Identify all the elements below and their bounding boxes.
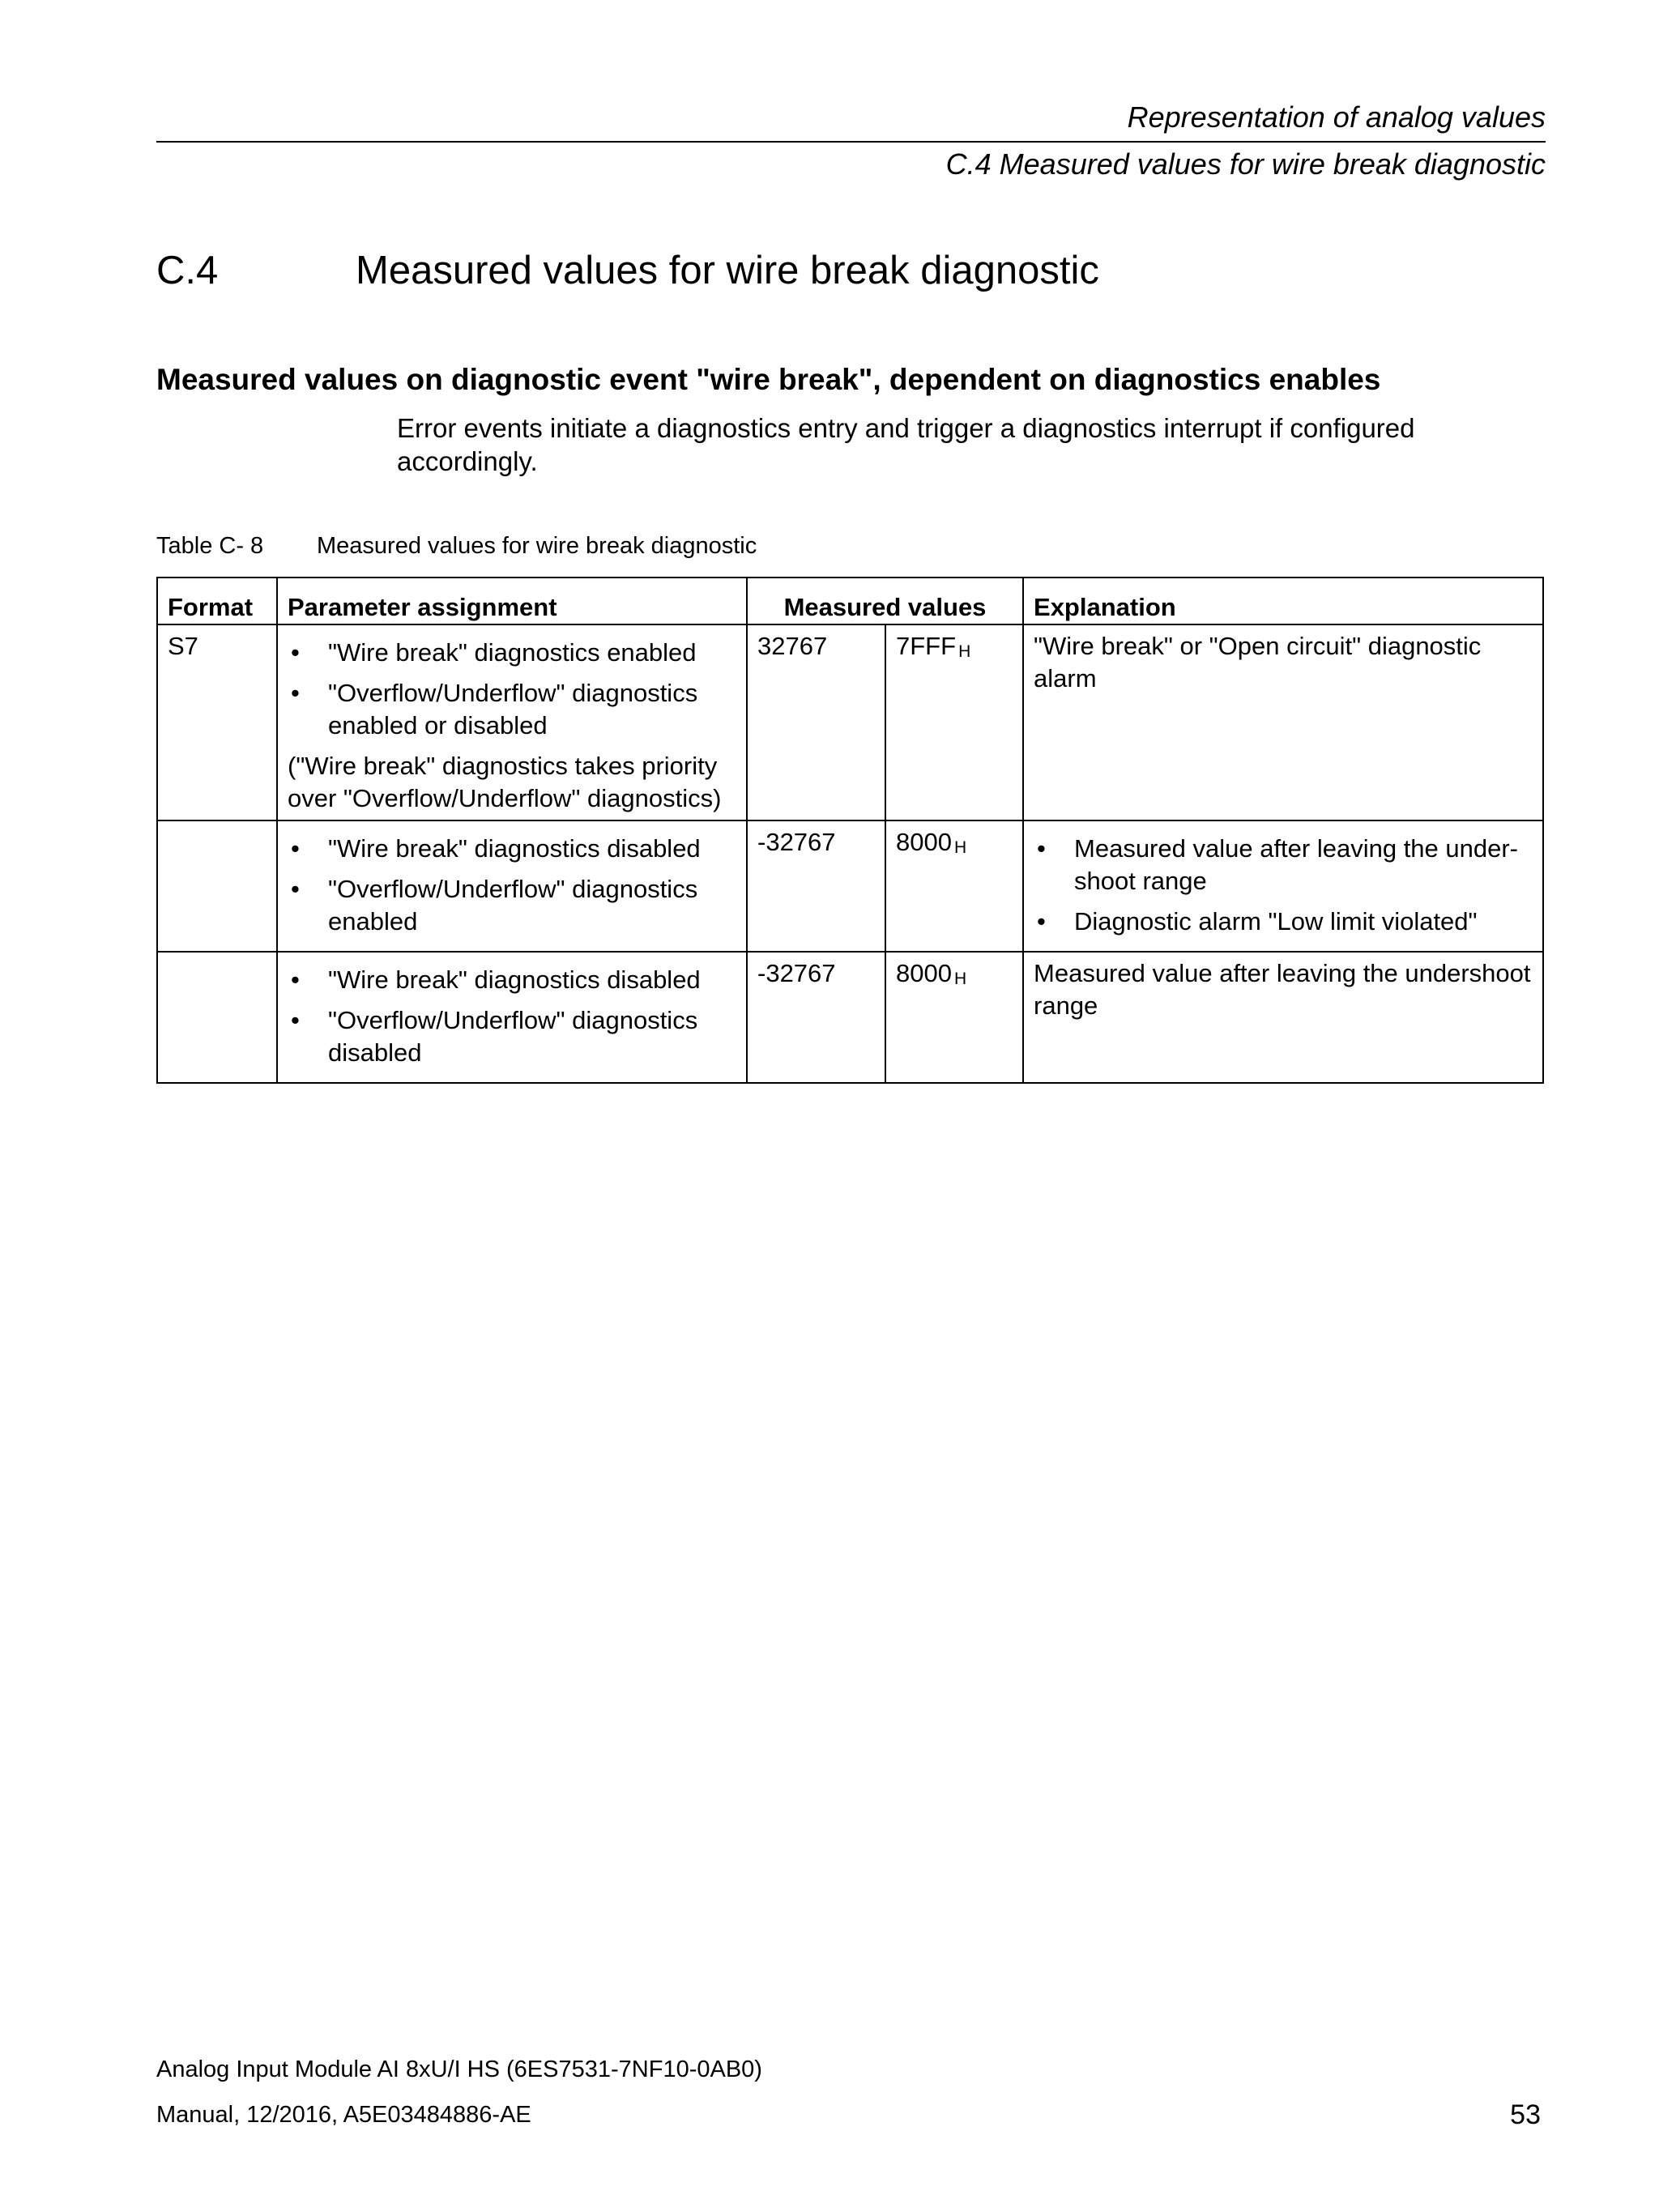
section-number: C.4 xyxy=(156,249,219,292)
parameter-cell xyxy=(277,820,747,952)
footer-manual: Manual, 12/2016, A5E03484886-AE xyxy=(156,2102,531,2128)
format-cell: S7 xyxy=(157,624,277,820)
hex-value: 8000 xyxy=(896,828,952,856)
hex-value: 7FFF xyxy=(896,632,957,660)
hex-suffix: H xyxy=(953,970,967,988)
table-header-row xyxy=(157,578,1543,624)
hex-value: 8000 xyxy=(896,959,952,987)
subheading: Measured values on diagnostic event "wire break", dependent on diagnostics enables xyxy=(156,363,1381,396)
table-row xyxy=(157,952,1543,1083)
format-cell xyxy=(157,820,277,952)
header-parameter-assignment: Parameter assignment xyxy=(277,578,747,624)
section-running-title: C.4 Measured values for wire break diagnostic xyxy=(945,147,1546,181)
running-header xyxy=(156,99,1546,183)
header-rule xyxy=(156,141,1546,143)
intro-paragraph: Error events initiate a diagnostics entry and trigger a diagnostics interrupt if configured accordingly. xyxy=(397,413,1415,476)
decimal-value-cell: -32767 xyxy=(747,820,885,952)
hex-suffix: H xyxy=(953,838,967,857)
decimal-value-cell: 32767 xyxy=(747,624,885,820)
table-row xyxy=(157,624,1543,820)
header-explanation: Explanation xyxy=(1023,578,1543,624)
parameter-bullet: • "Overflow/Underflow" diagnostics enabled xyxy=(288,873,736,938)
decimal-value-cell: -32767 xyxy=(747,952,885,1083)
parameter-bullet: • "Overflow/Underflow" diagnostics disabled xyxy=(288,1004,736,1069)
parameter-bullet: • "Overflow/Underflow" diagnostics enabled or disabled xyxy=(288,677,736,742)
header-measured-values: Measured values xyxy=(747,578,1023,624)
table-caption-label: Table C- 8 xyxy=(156,533,264,559)
parameter-cell xyxy=(277,624,747,820)
parameter-bullet: • "Wire break" diagnostics disabled xyxy=(288,964,736,996)
page-footer xyxy=(156,2055,762,2129)
explanation-bullet: • Diagnostic alarm "Low limit violated" xyxy=(1034,906,1533,938)
table-caption-title: Measured values for wire break diagnostic xyxy=(317,533,757,559)
parameter-bullet: • "Wire break" diagnostics disabled xyxy=(288,833,736,865)
page-number: 53 xyxy=(1510,2099,1541,2130)
hex-value-cell xyxy=(885,820,1023,952)
hex-suffix: H xyxy=(958,642,971,661)
explanation-cell xyxy=(1023,820,1543,952)
footer-product: Analog Input Module AI 8xU/I HS (6ES7531-7NF10-0AB0) xyxy=(156,2056,762,2082)
explanation-bullet: • Measured value after leaving the under-shoot range xyxy=(1034,833,1533,897)
measured-values-table xyxy=(156,577,1544,1084)
hex-value-cell xyxy=(885,624,1023,820)
hex-value-cell xyxy=(885,952,1023,1083)
table-caption xyxy=(156,531,757,560)
table-row xyxy=(157,820,1543,952)
explanation-cell: "Wire break" or "Open circuit" diagnostic alarm xyxy=(1023,624,1543,820)
format-cell xyxy=(157,952,277,1083)
chapter-title: Representation of analog values xyxy=(1127,100,1546,134)
header-format: Format xyxy=(157,578,277,624)
section-title: Measured values for wire break diagnostic xyxy=(356,249,1099,292)
explanation-cell: Measured value after leaving the undershoot range xyxy=(1023,952,1543,1083)
parameter-cell xyxy=(277,952,747,1083)
parameter-note: ("Wire break" diagnostics takes priority over "Overflow/Underflow" diagnostics) xyxy=(288,752,722,812)
parameter-bullet: • "Wire break" diagnostics enabled xyxy=(288,637,736,669)
